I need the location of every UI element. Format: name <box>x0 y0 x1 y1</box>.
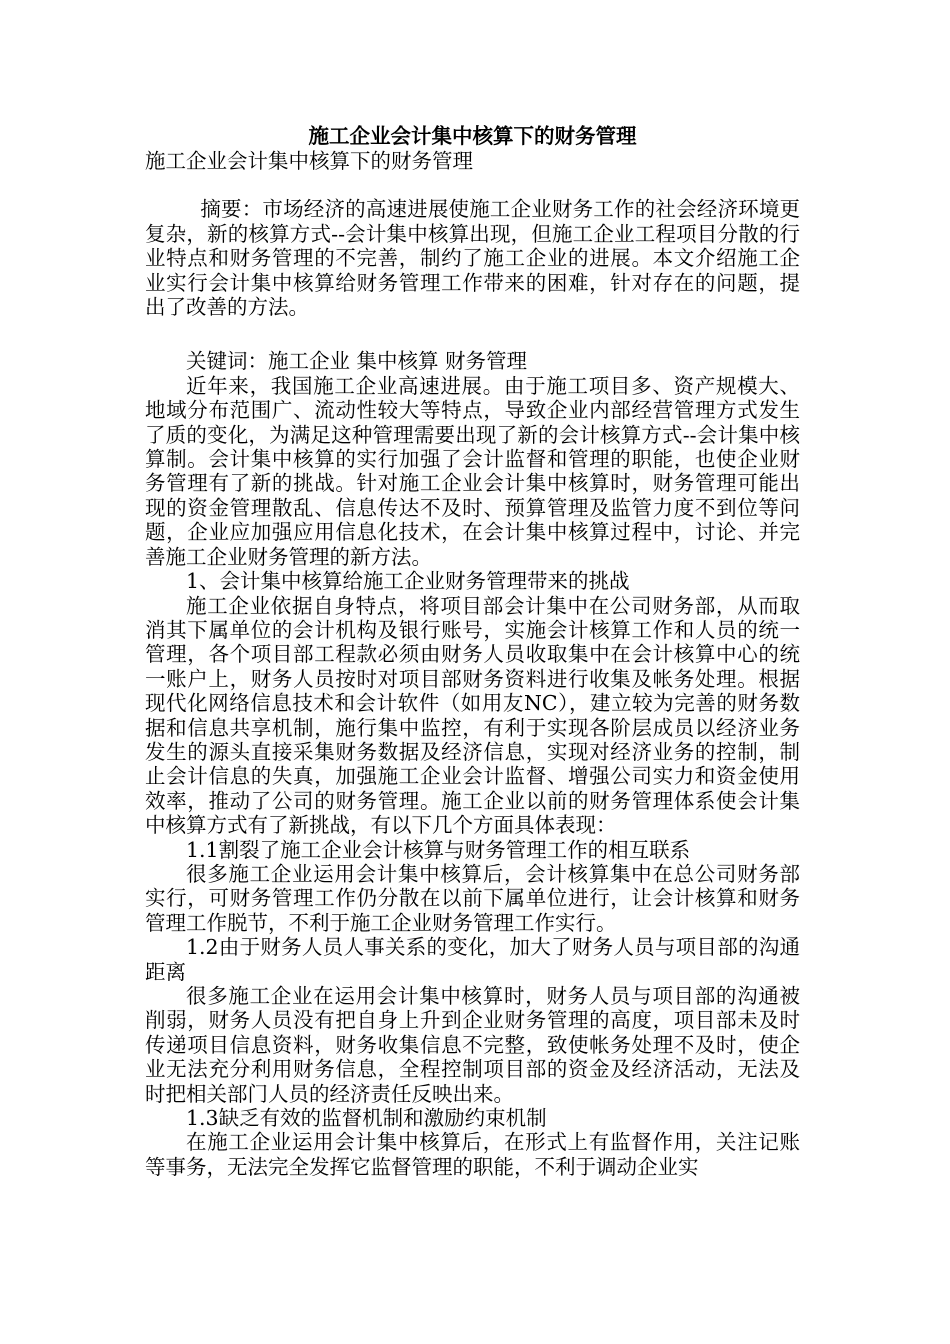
section-1-heading: 1、会计集中核算给施工企业财务管理带来的挑战 <box>186 569 630 594</box>
document-page <box>145 123 800 1179</box>
section-1-2-paragraph: 很多施工企业在运用会计集中核算时，财务人员与项目部的沟通被削弱，财务人员没有把自身上升到企业财务管理的高度，项目部未及时传递项目信息资料，财务收集信息不完整，致使帐务处理不及时，使企业无法充分利用财务信息，全程控制项目部的资金及经济活动，无法及时把相关部门人员的经济责任反映出来。 <box>145 984 800 1106</box>
section-1-3-paragraph: 在施工企业运用会计集中核算后，在形式上有监督作用，关注记账等事务，无法完全发挥它监督管理的职能，不利于调动企业实 <box>145 1130 800 1179</box>
document-subtitle: 施工企业会计集中核算下的财务管理 <box>145 149 473 173</box>
section-1-3-heading: 1.3缺乏有效的监督机制和激励约束机制 <box>186 1106 547 1131</box>
intro-paragraph: 近年来，我国施工企业高速进展。由于施工项目多、资产规模大、地域分布范围广、流动性较大等特点，导致企业内部经营管理方式发生了质的变化，为满足这种管理需要出现了新的会计核算方式--会计集中核算制。会计集中核算的实行加强了会计监督和管理的职能，也使企业财务管理有了新的挑战。针对施工企业会计集中核算时，财务管理可能出现的资金管理散乱、信息传达不及时、预算管理及监管力度不到位等问题，企业应加强应用信息化技术，在会计集中核算过程中，讨论、并完善施工企业财务管理的新方法。 <box>145 373 800 569</box>
section-1-paragraph: 施工企业依据自身特点，将项目部会计集中在公司财务部，从而取消其下属单位的会计机构及银行账号，实施会计核算工作和人员的统一管理，各个项目部工程款必须由财务人员收取集中在会计核算中心的统一账户上，财务人员按时对项目部财务资料进行收集及帐务处理。根据现代化网络信息技术和会计软件（如用友NC），建立较为完善的财务数据和信息共享机制，施行集中监控，有利于实现各阶层成员以经济业务发生的源头直接采集财务数据及经济信息，实现对经济业务的控制，制止会计信息的失真，加强施工企业会计监督、增强公司实力和资金使用效率，推动了公司的财务管理。施工企业以前的财务管理体系使会计集中核算方式有了新挑战，有以下几个方面具体表现： <box>145 593 800 838</box>
section-1-2-heading: 1.2由于财务人员人事关系的变化，加大了财务人员与项目部的沟通距离 <box>145 935 800 984</box>
section-1-1-paragraph: 很多施工企业运用会计集中核算后，会计核算集中在总公司财务部实行，可财务管理工作仍分散在以前下属单位进行，让会计核算和财务管理工作脱节，不利于施工企业财务管理工作实行。 <box>145 861 800 935</box>
section-1-1-heading: 1.1割裂了施工企业会计核算与财务管理工作的相互联系 <box>186 837 691 862</box>
abstract-paragraph: 摘要：市场经济的高速进展使施工企业财务工作的社会经济环境更复杂，新的核算方式--会计集中核算出现，但施工企业工程项目分散的行业特点和财务管理的不完善，制约了施工企业的进展。本文介绍施工企业实行会计集中核算给财务管理工作带来的困难，针对存在的问题，提出了改善的方法。 <box>145 197 800 320</box>
keywords-line: 关键词：施工企业 集中核算 财务管理 <box>186 349 528 374</box>
document-title: 施工企业会计集中核算下的财务管理 <box>308 124 637 148</box>
